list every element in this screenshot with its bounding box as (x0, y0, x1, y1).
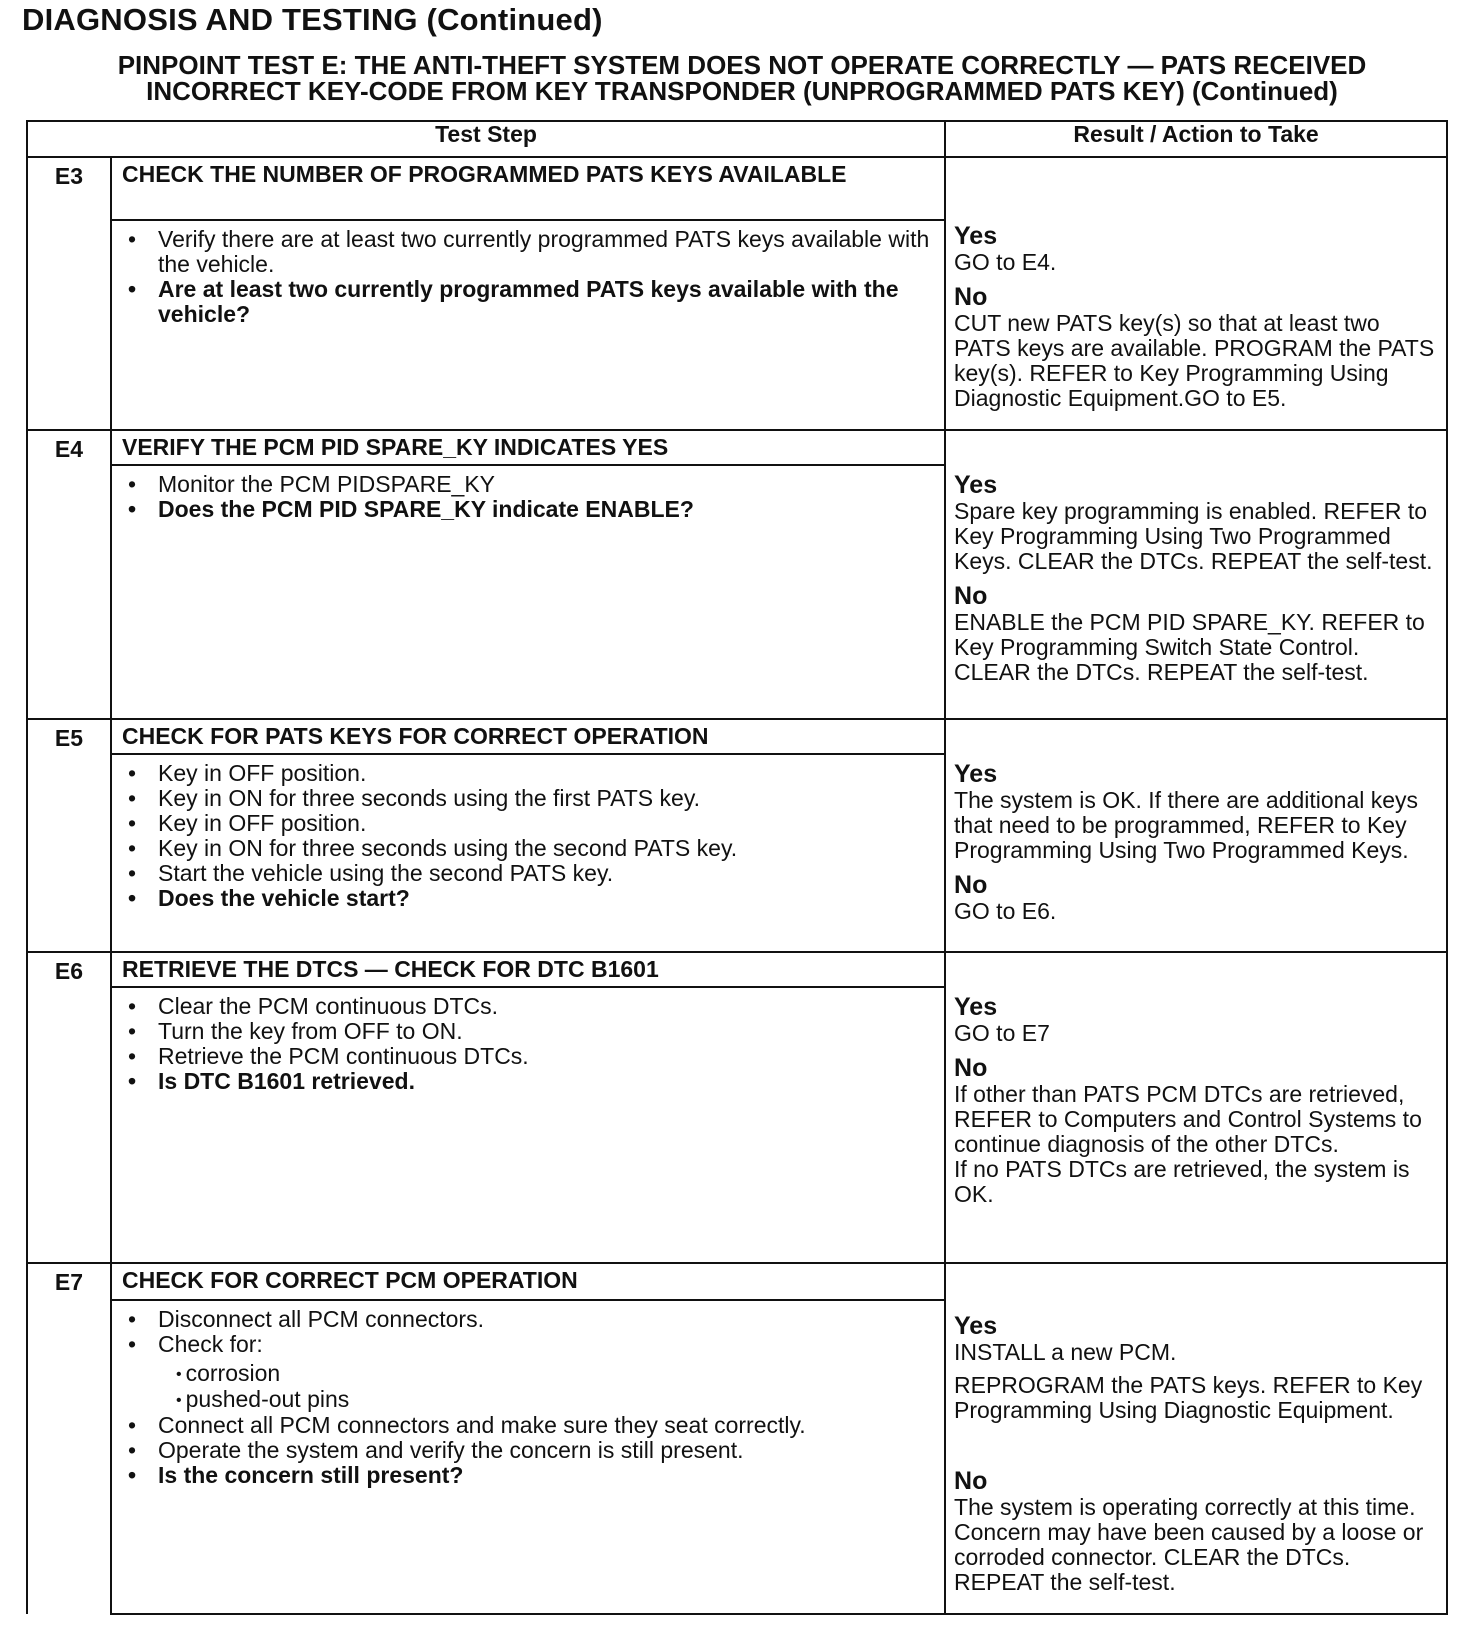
step-title: CHECK FOR PATS KEYS FOR CORRECT OPERATION (111, 719, 945, 754)
yes-text: INSTALL a new PCM. (954, 1339, 1177, 1365)
no-label: No (954, 582, 988, 610)
no-text: CUT new PATS key(s) so that at least two PATS keys are available. PROGRAM the PATS key(s). REFER to Key Programming Using Diagnostic Equipment.GO to E5. (954, 310, 1435, 411)
step-title: CHECK THE NUMBER OF PROGRAMMED PATS KEYS AVAILABLE (111, 157, 945, 220)
step-code-spacer (27, 1300, 111, 1614)
step-code: E4 (27, 430, 111, 465)
step-row-e4-title (27, 430, 1447, 465)
step-row-e3-title (27, 157, 1447, 220)
list-item: • Verify there are at least two currently programmed PATS keys available with the vehicle. (152, 227, 934, 277)
list-item: • Monitor the PCM PIDSPARE_KY (152, 472, 934, 497)
result-cell (945, 430, 1447, 719)
step-list (122, 994, 934, 1094)
step-code-spacer (27, 465, 111, 719)
list-item-text: Check for: (158, 1330, 263, 1357)
result-cell (945, 157, 1447, 430)
sub-list (176, 1361, 934, 1413)
no-text: The system is operating correctly at this time. Concern may have been caused by a loose or corroded connector. CLEAR the DTCs. REPEAT the self-test. (954, 1494, 1424, 1595)
yes-text: GO to E4. (954, 249, 1057, 275)
list-item: • Disconnect all PCM connectors. (152, 1307, 934, 1332)
step-body (111, 1300, 945, 1614)
col-header-test-step: Test Step (27, 121, 945, 157)
yes-label: Yes (954, 993, 998, 1021)
list-item: • Operate the system and verify the concern is still present. (152, 1438, 934, 1463)
step-list (122, 761, 934, 911)
step-body (111, 754, 945, 952)
table-header-row (27, 121, 1447, 157)
step-title: RETRIEVE THE DTCS — CHECK FOR DTC B1601 (111, 952, 945, 987)
list-item-question: • Is the concern still present? (152, 1463, 934, 1488)
list-item: • Key in OFF position. (152, 761, 934, 786)
step-code-spacer (27, 220, 111, 430)
result-cell (945, 952, 1447, 1263)
result-cell (945, 719, 1447, 952)
test-title-line-2: INCORRECT KEY-CODE FROM KEY TRANSPONDER (UNPROGRAMMED PATS KEY) (Continued) (146, 76, 1338, 106)
no-text-2: If no PATS DTCs are retrieved, the system is OK. (954, 1156, 1410, 1207)
result-cell (945, 1263, 1447, 1614)
yes-label: Yes (954, 760, 998, 788)
list-item: • Connect all PCM connectors and make sure they seat correctly. (152, 1413, 934, 1438)
page-heading: DIAGNOSIS AND TESTING (Continued) (22, 2, 603, 37)
no-label: No (954, 1054, 988, 1082)
sub-list-item: • pushed-out pins (176, 1387, 934, 1413)
list-item-question: • Are at least two currently programmed PATS keys available with the vehicle? (152, 277, 934, 327)
list-item: • Key in OFF position. (152, 811, 934, 836)
step-body (111, 987, 945, 1263)
step-list (122, 227, 934, 327)
step-list (122, 1307, 934, 1488)
sub-list-item: • corrosion (176, 1361, 934, 1387)
step-row-e6-title (27, 952, 1447, 987)
yes-label: Yes (954, 222, 998, 250)
no-label: No (954, 871, 988, 899)
test-title-line-1: PINPOINT TEST E: THE ANTI-THEFT SYSTEM DOES NOT OPERATE CORRECTLY — PATS RECEIVED (117, 50, 1367, 80)
no-text: If other than PATS PCM DTCs are retrieved, REFER to Computers and Control Systems to continue diagnosis of the other DTCs. (954, 1081, 1422, 1157)
step-code: E6 (27, 952, 111, 987)
step-title: CHECK FOR CORRECT PCM OPERATION (111, 1263, 945, 1300)
step-body (111, 465, 945, 719)
pinpoint-test-title (22, 52, 1462, 104)
step-row-e7-title (27, 1263, 1447, 1300)
step-body (111, 220, 945, 430)
list-item-question: • Does the vehicle start? (152, 886, 934, 911)
col-header-result: Result / Action to Take (945, 121, 1447, 157)
yes-label: Yes (954, 471, 998, 499)
step-code-spacer (27, 987, 111, 1263)
pinpoint-test-table (26, 120, 1448, 1615)
list-item (152, 1332, 934, 1413)
step-code: E5 (27, 719, 111, 754)
step-list (122, 472, 934, 522)
no-label: No (954, 1467, 988, 1495)
step-title: VERIFY THE PCM PID SPARE_KY INDICATES YES (111, 430, 945, 465)
step-code: E7 (27, 1263, 111, 1300)
list-item-question: • Is DTC B1601 retrieved. (152, 1069, 934, 1094)
list-item-question: • Does the PCM PID SPARE_KY indicate ENABLE? (152, 497, 934, 522)
yes-text: The system is OK. If there are additional keys that need to be programmed, REFER to Key Programming Using Two Programmed Keys. (954, 787, 1419, 863)
list-item: • Turn the key from OFF to ON. (152, 1019, 934, 1044)
step-code: E3 (27, 157, 111, 220)
step-row-e5-title (27, 719, 1447, 754)
list-item: • Start the vehicle using the second PATS key. (152, 861, 934, 886)
no-text: ENABLE the PCM PID SPARE_KY. REFER to Key Programming Switch State Control. CLEAR the DTCs. REPEAT the self-test. (954, 609, 1425, 685)
yes-text: GO to E7 (954, 1020, 1050, 1046)
list-item: • Key in ON for three seconds using the first PATS key. (152, 786, 934, 811)
step-code-spacer (27, 754, 111, 952)
no-text: GO to E6. (954, 898, 1057, 924)
yes-label: Yes (954, 1312, 998, 1340)
no-label: No (954, 283, 988, 311)
list-item: • Clear the PCM continuous DTCs. (152, 994, 934, 1019)
list-item: • Retrieve the PCM continuous DTCs. (152, 1044, 934, 1069)
yes-text: Spare key programming is enabled. REFER to Key Programming Using Two Programmed Keys. CLEAR the DTCs. REPEAT the self-test. (954, 498, 1433, 574)
yes-text-2: REPROGRAM the PATS keys. REFER to Key Programming Using Diagnostic Equipment. (954, 1372, 1423, 1423)
list-item: • Key in ON for three seconds using the second PATS key. (152, 836, 934, 861)
